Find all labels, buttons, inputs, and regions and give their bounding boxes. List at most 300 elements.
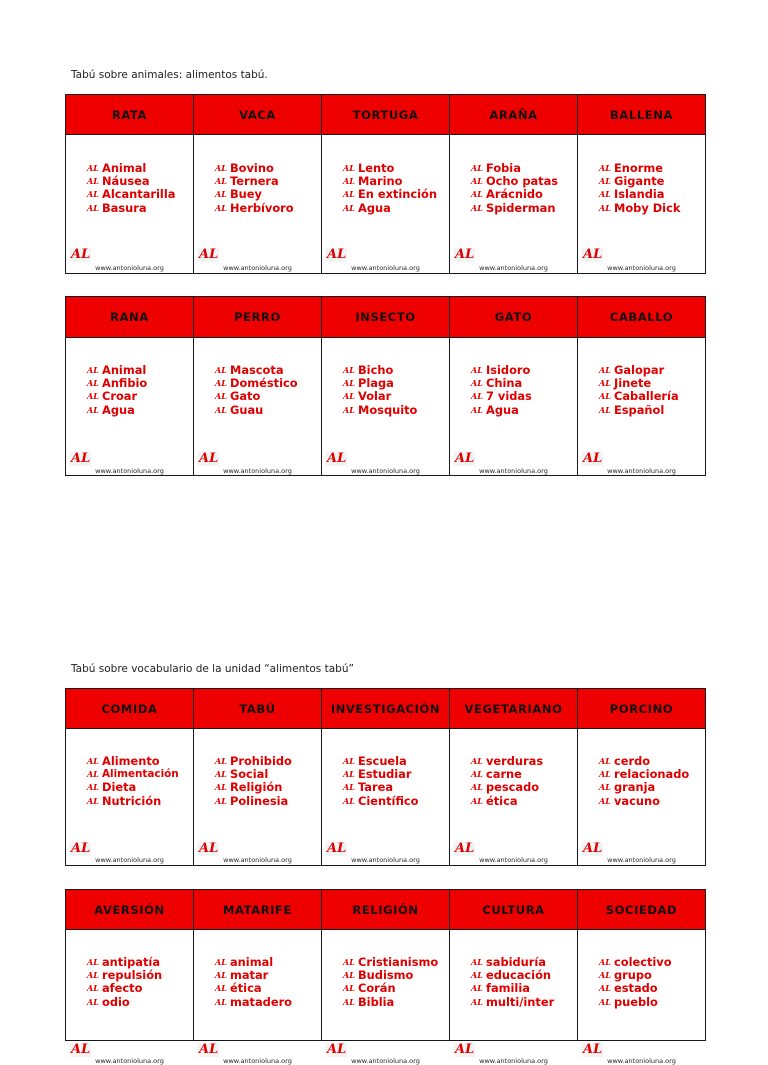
al-bullet-icon: AL	[599, 378, 611, 389]
forbidden-word-text: multi/inter	[486, 994, 555, 1009]
website-url: www.antonioluna.org	[607, 856, 676, 864]
forbidden-word-text: Mosquito	[358, 402, 418, 417]
al-bullet-icon: AL	[599, 162, 611, 173]
al-bullet-icon: AL	[343, 364, 355, 375]
al-bullet-icon: AL	[343, 769, 355, 780]
website-url: www.antonioluna.org	[479, 264, 548, 272]
forbidden-word-text: Religión	[230, 780, 283, 795]
forbidden-words-list	[215, 754, 292, 808]
al-bullet-icon: AL	[87, 404, 99, 415]
al-bullet-icon: AL	[599, 404, 611, 415]
forbidden-word-text: Jinete	[614, 376, 652, 391]
forbidden-word	[215, 363, 298, 376]
forbidden-word-text: ética	[486, 793, 518, 808]
forbidden-word	[471, 174, 558, 187]
forbidden-word-text: Náusea	[102, 174, 150, 189]
forbidden-word	[599, 955, 672, 968]
al-bullet-icon: AL	[343, 983, 355, 994]
al-bullet-icon: AL	[87, 795, 99, 806]
al-bullet-icon: AL	[471, 755, 483, 766]
forbidden-word-text: Bicho	[358, 362, 394, 377]
al-bullet-icon: AL	[343, 956, 355, 967]
forbidden-word-text: Alimento	[102, 753, 160, 768]
card-title: SOCIEDAD	[578, 890, 705, 930]
forbidden-word	[343, 995, 438, 1008]
forbidden-word-text: Agua	[358, 200, 391, 215]
antonioluna-logo-icon: AL	[327, 841, 347, 856]
forbidden-word	[599, 174, 680, 187]
forbidden-word-text: Basura	[102, 200, 147, 215]
forbidden-word	[343, 968, 438, 981]
forbidden-words-list	[599, 955, 672, 1009]
forbidden-word	[343, 754, 418, 767]
al-bullet-icon: AL	[599, 391, 611, 402]
forbidden-word	[599, 794, 689, 807]
al-bullet-icon: AL	[599, 795, 611, 806]
al-bullet-icon: AL	[215, 189, 227, 200]
forbidden-word	[471, 754, 543, 767]
taboo-card	[578, 890, 705, 1065]
forbidden-word	[87, 781, 179, 794]
card-title: INVESTIGACIÓN	[322, 689, 449, 729]
forbidden-word-text: Herbívoro	[230, 200, 294, 215]
al-bullet-icon: AL	[343, 970, 355, 981]
forbidden-words-list	[471, 161, 558, 215]
al-bullet-icon: AL	[215, 404, 227, 415]
forbidden-words-list	[215, 363, 298, 417]
forbidden-word	[599, 968, 672, 981]
forbidden-word-text: Español	[614, 402, 665, 417]
forbidden-word-text: carne	[486, 767, 522, 782]
antonioluna-logo-icon: AL	[199, 841, 219, 856]
website-url: www.antonioluna.org	[607, 1057, 676, 1065]
al-bullet-icon: AL	[471, 970, 483, 981]
website-url: www.antonioluna.org	[95, 856, 164, 864]
antonioluna-logo-icon: AL	[583, 247, 603, 262]
forbidden-word	[215, 403, 298, 416]
forbidden-word	[471, 781, 543, 794]
forbidden-word-text: matadero	[230, 994, 293, 1009]
taboo-card	[450, 297, 578, 475]
forbidden-word-text: Alcantarilla	[102, 187, 176, 202]
website-url: www.antonioluna.org	[607, 264, 676, 272]
card-row	[65, 296, 706, 476]
card-title: GATO	[450, 297, 577, 338]
forbidden-word-text: Islandia	[614, 187, 665, 202]
card-title: PORCINO	[578, 689, 705, 729]
taboo-card	[194, 297, 322, 475]
card-row	[65, 688, 706, 866]
forbidden-word	[599, 161, 680, 174]
card-title: VACA	[194, 95, 321, 135]
forbidden-word	[343, 363, 417, 376]
al-bullet-icon: AL	[215, 996, 227, 1007]
forbidden-word	[599, 376, 679, 389]
section-caption-vocabulary: Tabú sobre vocabulario de la unidad “alimentos tabú”	[71, 663, 354, 675]
forbidden-word-text: Científico	[358, 793, 419, 808]
al-bullet-icon: AL	[87, 364, 99, 375]
forbidden-words-list	[343, 955, 438, 1009]
al-bullet-icon: AL	[471, 364, 483, 375]
forbidden-word-text: Tarea	[358, 780, 394, 795]
al-bullet-icon: AL	[599, 956, 611, 967]
forbidden-word-text: Polinesia	[230, 793, 289, 808]
forbidden-word	[343, 376, 417, 389]
al-bullet-icon: AL	[599, 769, 611, 780]
antonioluna-logo-icon: AL	[455, 451, 475, 466]
al-bullet-icon: AL	[87, 956, 99, 967]
forbidden-word-text: Prohibido	[230, 753, 292, 768]
card-title: VEGETARIANO	[450, 689, 577, 729]
taboo-card	[322, 297, 450, 475]
al-bullet-icon: AL	[215, 202, 227, 213]
website-url: www.antonioluna.org	[479, 856, 548, 864]
forbidden-word-text: Plaga	[358, 376, 394, 391]
al-bullet-icon: AL	[87, 391, 99, 402]
antonioluna-logo-icon: AL	[71, 1042, 91, 1057]
forbidden-word-text: pescado	[486, 780, 540, 795]
antonioluna-logo-icon: AL	[199, 247, 219, 262]
website-url: www.antonioluna.org	[223, 856, 292, 864]
al-bullet-icon: AL	[343, 189, 355, 200]
forbidden-word	[215, 754, 292, 767]
forbidden-word	[471, 767, 543, 780]
forbidden-word	[215, 968, 292, 981]
website-url: www.antonioluna.org	[479, 1057, 548, 1065]
forbidden-word-text: sabiduría	[486, 954, 546, 969]
forbidden-word-text: Ternera	[230, 174, 279, 189]
forbidden-word	[343, 781, 418, 794]
forbidden-word-text: Estudiar	[358, 767, 412, 782]
forbidden-word-text: afecto	[102, 981, 143, 996]
al-bullet-icon: AL	[599, 189, 611, 200]
forbidden-word-text: Enorme	[614, 160, 663, 175]
forbidden-word	[471, 968, 554, 981]
forbidden-word	[471, 188, 558, 201]
forbidden-word	[87, 174, 175, 187]
forbidden-word	[87, 955, 162, 968]
forbidden-word	[87, 376, 147, 389]
forbidden-word-text: Volar	[358, 389, 392, 404]
forbidden-word	[343, 794, 418, 807]
forbidden-word	[599, 982, 672, 995]
forbidden-word	[599, 754, 689, 767]
forbidden-word-text: Croar	[102, 389, 138, 404]
website-url: www.antonioluna.org	[479, 467, 548, 475]
forbidden-word	[471, 390, 532, 403]
antonioluna-logo-icon: AL	[583, 1042, 603, 1057]
forbidden-word	[599, 995, 672, 1008]
forbidden-word-text: Escuela	[358, 753, 407, 768]
al-bullet-icon: AL	[471, 162, 483, 173]
card-title: TORTUGA	[322, 95, 449, 135]
forbidden-word-text: Moby Dick	[614, 200, 681, 215]
forbidden-word-text: Agua	[486, 402, 519, 417]
forbidden-word-text: Arácnido	[486, 187, 543, 202]
card-title: RANA	[66, 297, 193, 338]
al-bullet-icon: AL	[599, 202, 611, 213]
forbidden-word	[471, 955, 554, 968]
antonioluna-logo-icon: AL	[327, 1042, 347, 1057]
taboo-card	[578, 95, 705, 273]
forbidden-word	[215, 781, 292, 794]
forbidden-word	[215, 376, 298, 389]
forbidden-word-text: vacuno	[614, 793, 660, 808]
forbidden-word-text: Gigante	[614, 174, 665, 189]
forbidden-words-list	[599, 754, 689, 808]
al-bullet-icon: AL	[471, 795, 483, 806]
forbidden-word-text: Lento	[358, 160, 395, 175]
forbidden-word-text: Animal	[102, 362, 147, 377]
forbidden-word-text: Isidoro	[486, 362, 531, 377]
forbidden-word-text: relacionado	[614, 767, 690, 782]
taboo-card	[450, 689, 578, 865]
forbidden-words-list	[87, 363, 147, 417]
forbidden-word	[87, 161, 175, 174]
forbidden-word	[471, 995, 554, 1008]
antonioluna-logo-icon: AL	[455, 247, 475, 262]
forbidden-word	[599, 363, 679, 376]
card-title: PERRO	[194, 297, 321, 338]
al-bullet-icon: AL	[471, 769, 483, 780]
antonioluna-logo-icon: AL	[327, 451, 347, 466]
al-bullet-icon: AL	[343, 162, 355, 173]
al-bullet-icon: AL	[471, 176, 483, 187]
al-bullet-icon: AL	[87, 162, 99, 173]
forbidden-word	[215, 201, 294, 214]
website-url: www.antonioluna.org	[351, 467, 420, 475]
forbidden-word-text: Fobia	[486, 160, 521, 175]
taboo-card	[194, 890, 322, 1065]
al-bullet-icon: AL	[87, 782, 99, 793]
al-bullet-icon: AL	[87, 769, 99, 780]
card-row	[65, 889, 706, 1065]
forbidden-word-text: En extinción	[358, 187, 437, 202]
al-bullet-icon: AL	[599, 782, 611, 793]
website-url: www.antonioluna.org	[351, 1057, 420, 1065]
forbidden-word-text: Mascota	[230, 362, 284, 377]
forbidden-word	[471, 403, 532, 416]
forbidden-word-text: animal	[230, 954, 274, 969]
forbidden-word-text: familia	[486, 981, 530, 996]
forbidden-word	[599, 767, 689, 780]
al-bullet-icon: AL	[87, 983, 99, 994]
forbidden-word	[343, 982, 438, 995]
al-bullet-icon: AL	[471, 378, 483, 389]
forbidden-word-text: Gato	[230, 389, 261, 404]
website-url: www.antonioluna.org	[95, 264, 164, 272]
al-bullet-icon: AL	[471, 956, 483, 967]
forbidden-word-text: pueblo	[614, 994, 658, 1009]
taboo-card	[322, 95, 450, 273]
al-bullet-icon: AL	[87, 202, 99, 213]
antonioluna-logo-icon: AL	[455, 1042, 475, 1057]
forbidden-word	[599, 403, 679, 416]
al-bullet-icon: AL	[215, 983, 227, 994]
forbidden-word-text: matar	[230, 968, 269, 983]
forbidden-word-text: verduras	[486, 753, 544, 768]
forbidden-words-list	[599, 363, 679, 417]
forbidden-word-text: 7 vidas	[486, 389, 532, 404]
forbidden-word-text: ética	[230, 981, 262, 996]
al-bullet-icon: AL	[215, 391, 227, 402]
website-url: www.antonioluna.org	[351, 264, 420, 272]
website-url: www.antonioluna.org	[95, 467, 164, 475]
forbidden-word-text: odio	[102, 994, 130, 1009]
taboo-card	[578, 689, 705, 865]
forbidden-words-list	[471, 363, 532, 417]
antonioluna-logo-icon: AL	[583, 451, 603, 466]
section-caption-animals: Tabú sobre animales: alimentos tabú.	[71, 69, 268, 81]
forbidden-word-text: Social	[230, 767, 269, 782]
card-title: BALLENA	[578, 95, 705, 135]
forbidden-word	[215, 188, 294, 201]
forbidden-word	[471, 161, 558, 174]
website-url: www.antonioluna.org	[223, 264, 292, 272]
forbidden-word	[87, 403, 147, 416]
forbidden-word	[215, 161, 294, 174]
taboo-card	[322, 689, 450, 865]
forbidden-word-text: China	[486, 376, 523, 391]
antonioluna-logo-icon: AL	[71, 451, 91, 466]
al-bullet-icon: AL	[343, 391, 355, 402]
forbidden-word-text: Cristianismo	[358, 954, 439, 969]
al-bullet-icon: AL	[471, 189, 483, 200]
card-title: CULTURA	[450, 890, 577, 930]
card-title: INSECTO	[322, 297, 449, 338]
card-title: TABÚ	[194, 689, 321, 729]
al-bullet-icon: AL	[599, 983, 611, 994]
forbidden-word-text: Guau	[230, 402, 264, 417]
card-title: CABALLO	[578, 297, 705, 338]
al-bullet-icon: AL	[215, 970, 227, 981]
taboo-card	[194, 95, 322, 273]
al-bullet-icon: AL	[471, 404, 483, 415]
forbidden-word	[87, 754, 179, 767]
al-bullet-icon: AL	[599, 970, 611, 981]
forbidden-word	[599, 201, 680, 214]
taboo-card	[194, 689, 322, 865]
forbidden-word	[87, 982, 162, 995]
al-bullet-icon: AL	[215, 364, 227, 375]
al-bullet-icon: AL	[471, 996, 483, 1007]
taboo-card	[450, 890, 578, 1065]
forbidden-word	[471, 363, 532, 376]
forbidden-word-text: Marino	[358, 174, 403, 189]
forbidden-word	[471, 201, 558, 214]
al-bullet-icon: AL	[215, 176, 227, 187]
forbidden-word	[343, 161, 437, 174]
taboo-card	[578, 297, 705, 475]
forbidden-word-text: Dieta	[102, 780, 137, 795]
forbidden-word-text: Galopar	[614, 362, 665, 377]
forbidden-word	[87, 201, 175, 214]
forbidden-word-text: Alimentación	[102, 768, 179, 781]
forbidden-word	[471, 794, 543, 807]
taboo-card	[66, 95, 194, 273]
antonioluna-logo-icon: AL	[455, 841, 475, 856]
forbidden-word	[343, 390, 417, 403]
al-bullet-icon: AL	[599, 996, 611, 1007]
al-bullet-icon: AL	[215, 795, 227, 806]
forbidden-word	[343, 767, 418, 780]
forbidden-word-text: Nutrición	[102, 793, 162, 808]
forbidden-word	[215, 995, 292, 1008]
forbidden-word-text: Corán	[358, 981, 396, 996]
forbidden-word	[87, 390, 147, 403]
al-bullet-icon: AL	[215, 769, 227, 780]
forbidden-words-list	[87, 955, 162, 1009]
card-title: COMIDA	[66, 689, 193, 729]
forbidden-word	[343, 188, 437, 201]
forbidden-word-text: Spiderman	[486, 200, 556, 215]
forbidden-word-text: Biblia	[358, 994, 395, 1009]
al-bullet-icon: AL	[215, 782, 227, 793]
website-url: www.antonioluna.org	[223, 467, 292, 475]
forbidden-words-list	[215, 161, 294, 215]
al-bullet-icon: AL	[87, 176, 99, 187]
al-bullet-icon: AL	[215, 378, 227, 389]
forbidden-word-text: Doméstico	[230, 376, 298, 391]
website-url: www.antonioluna.org	[223, 1057, 292, 1065]
al-bullet-icon: AL	[87, 970, 99, 981]
forbidden-word	[87, 794, 179, 807]
forbidden-word	[471, 376, 532, 389]
al-bullet-icon: AL	[215, 755, 227, 766]
forbidden-words-list	[343, 754, 418, 808]
al-bullet-icon: AL	[343, 996, 355, 1007]
forbidden-word	[215, 794, 292, 807]
forbidden-word	[215, 174, 294, 187]
forbidden-word-text: Buey	[230, 187, 262, 202]
card-title: MATARIFE	[194, 890, 321, 930]
taboo-card	[66, 890, 194, 1065]
forbidden-word-text: repulsión	[102, 968, 163, 983]
forbidden-word	[343, 174, 437, 187]
forbidden-word	[343, 201, 437, 214]
antonioluna-logo-icon: AL	[583, 841, 603, 856]
forbidden-words-list	[599, 161, 680, 215]
al-bullet-icon: AL	[471, 391, 483, 402]
website-url: www.antonioluna.org	[95, 1057, 164, 1065]
al-bullet-icon: AL	[343, 404, 355, 415]
forbidden-word	[343, 403, 417, 416]
forbidden-word	[87, 767, 179, 780]
forbidden-words-list	[343, 363, 417, 417]
taboo-card	[66, 689, 194, 865]
al-bullet-icon: AL	[87, 189, 99, 200]
antonioluna-logo-icon: AL	[327, 247, 347, 262]
al-bullet-icon: AL	[343, 755, 355, 766]
al-bullet-icon: AL	[343, 795, 355, 806]
forbidden-word	[599, 781, 689, 794]
al-bullet-icon: AL	[343, 176, 355, 187]
forbidden-words-list	[471, 955, 554, 1009]
forbidden-word	[343, 955, 438, 968]
forbidden-word	[599, 390, 679, 403]
forbidden-words-list	[215, 955, 292, 1009]
forbidden-word-text: Ocho patas	[486, 174, 559, 189]
forbidden-word-text: Agua	[102, 402, 135, 417]
al-bullet-icon: AL	[599, 176, 611, 187]
card-title: RELIGIÓN	[322, 890, 449, 930]
card-row	[65, 94, 706, 274]
al-bullet-icon: AL	[471, 202, 483, 213]
al-bullet-icon: AL	[471, 983, 483, 994]
forbidden-word	[599, 188, 680, 201]
al-bullet-icon: AL	[87, 378, 99, 389]
al-bullet-icon: AL	[343, 202, 355, 213]
